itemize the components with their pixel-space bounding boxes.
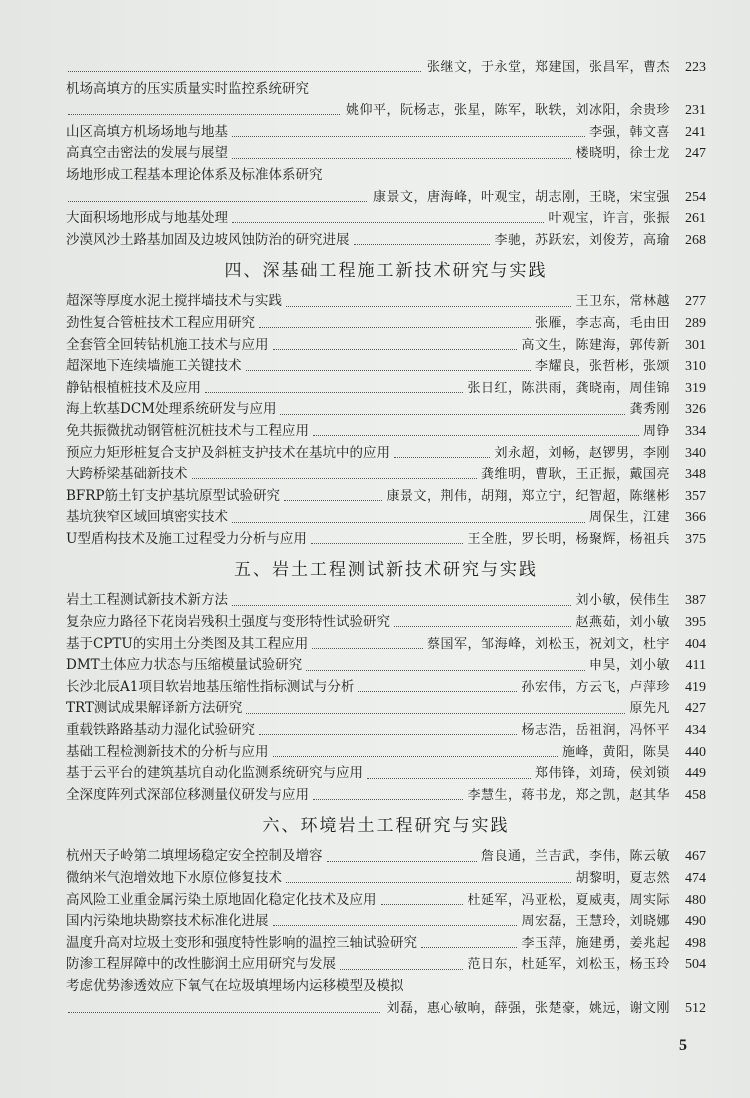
entry-authors: 原先凡 — [629, 701, 670, 717]
dot-leader — [205, 392, 463, 393]
entry-page: 467 — [685, 849, 706, 865]
entry-title: 场地形成工程基本理论体系及标准体系研究 — [66, 166, 323, 183]
entry-title: 基础工程检测新技术的分析与应用 — [66, 743, 269, 760]
entry-authors: 王卫东，常林越 — [575, 294, 670, 310]
dot-leader — [68, 71, 421, 72]
entry-title: 基于云平台的建筑基坑自动化监测系统研究与应用 — [66, 765, 363, 782]
entry-title: 山区高填方机场场地与地基 — [66, 123, 228, 140]
entry-title: 高风险工业重金属污染土原地固化稳定化技术及应用 — [66, 891, 377, 908]
toc-entry[interactable] — [66, 57, 706, 79]
toc-entry-continuation — [66, 187, 706, 209]
entry-title: 机场高填方的压实质量实时监控系统研究 — [66, 80, 309, 97]
entry-title: 免共振微扰动钢管桩沉桩技术与工程应用 — [66, 422, 309, 439]
entry-authors: 王全胜，罗长明，杨聚辉，杨祖兵 — [467, 531, 670, 547]
dot-leader — [232, 605, 571, 606]
toc-entry[interactable] — [66, 291, 706, 313]
toc-entry[interactable] — [66, 720, 706, 742]
section-heading: 四、深基础工程施工新技术研究与实践 — [224, 261, 548, 282]
toc-entry[interactable] — [66, 79, 706, 101]
entry-authors: 张日红，陈洪雨，龚晓南，周佳锦 — [467, 380, 670, 396]
entry-authors: 蔡国军，邹海峰，刘松玉，祝刘文，杜宇 — [426, 636, 670, 652]
entry-authors: 张继文，于永堂，郑建国，张昌军，曹杰 — [426, 60, 670, 75]
dot-leader — [232, 522, 585, 523]
entry-title: 重载铁路路基动力湿化试验研究 — [66, 722, 255, 739]
entry-authors: 施峰，黄阳，陈昊 — [561, 744, 670, 760]
entry-title: 国内污染地块勘察技术标准化进展 — [66, 913, 269, 930]
dot-leader — [259, 734, 517, 735]
entry-title: 长沙北辰A1项目软岩地基压缩性指标测试与分析 — [66, 678, 355, 695]
entry-page: 223 — [685, 60, 706, 75]
entry-authors: 龚维明，曹耿，王正振，戴国亮 — [480, 467, 670, 483]
dot-leader — [327, 861, 477, 862]
entry-title: 全深度阵列式深部位移测量仪研发与应用 — [66, 786, 309, 803]
toc-entry[interactable] — [66, 421, 706, 443]
toc-entry[interactable] — [66, 954, 706, 976]
dot-leader — [273, 925, 518, 926]
toc-entry[interactable] — [66, 655, 706, 677]
toc-entry[interactable] — [66, 486, 706, 508]
entry-page: 348 — [685, 467, 706, 483]
dot-leader — [312, 648, 423, 649]
entry-page: 231 — [685, 103, 706, 119]
entry-authors: 刘小敏，侯伟生 — [575, 593, 670, 609]
dot-leader — [273, 756, 558, 757]
toc-entry[interactable] — [66, 399, 706, 421]
entry-title: 海上软基DCM处理系统研发与应用 — [66, 401, 277, 418]
entry-page: 241 — [685, 124, 706, 140]
entry-authors: 孙宏伟，方云飞，卢萍珍 — [521, 679, 670, 695]
dot-leader — [354, 244, 491, 245]
entry-page: 289 — [685, 315, 706, 331]
entry-page: 247 — [685, 146, 706, 162]
entry-page: 366 — [685, 510, 706, 526]
entry-authors: 张雁，李志高，毛由田 — [534, 315, 670, 331]
toc-entry[interactable] — [66, 143, 706, 165]
entry-title: 温度升高对垃圾土变形和强度特性影响的温控三轴试验研究 — [66, 934, 417, 951]
entry-authors: 高文生，陈建海，郭传新 — [521, 337, 670, 353]
entry-page: 319 — [685, 380, 706, 396]
entry-authors: 叶观宝，许言，张振 — [548, 211, 670, 227]
dot-leader — [381, 904, 464, 905]
entry-title: 预应力矩形桩复合支护及斜桩支护技术在基坑中的应用 — [66, 444, 390, 461]
entry-title: 岩土工程测试新技术新方法 — [66, 592, 228, 609]
dot-leader — [246, 370, 531, 371]
entry-title: 高真空击密法的发展与展望 — [66, 145, 228, 162]
dot-leader — [358, 691, 517, 692]
toc-entry[interactable] — [66, 507, 706, 529]
entry-title: 基坑狭窄区域回填密实技术 — [66, 509, 228, 526]
dot-leader — [284, 500, 382, 501]
entry-authors: 楼晓明，徐士龙 — [575, 146, 670, 162]
entry-page: 512 — [685, 1000, 706, 1016]
section-heading: 六、环境岩土工程研究与实践 — [262, 816, 510, 837]
entry-page: 334 — [685, 423, 706, 439]
dot-leader — [313, 435, 639, 436]
entry-authors: 胡黎明，夏志然 — [575, 871, 670, 886]
entry-title: 全套管全回转钻机施工技术与应用 — [66, 336, 269, 353]
entry-title: 超深等厚度水泥土搅拌墙技术与实践 — [66, 293, 282, 310]
toc-entry[interactable] — [66, 335, 706, 357]
dot-leader — [367, 778, 531, 779]
toc-entry[interactable] — [66, 529, 706, 551]
entry-title: 超深地下连续墙施工关键技术 — [66, 358, 242, 375]
dot-leader — [280, 414, 625, 415]
dot-leader — [232, 222, 544, 223]
entry-authors: 郑伟锋，刘琦，侯刘锁 — [534, 766, 670, 782]
toc-entry[interactable] — [66, 634, 706, 656]
toc-entry-continuation — [66, 998, 706, 1020]
dot-leader — [232, 136, 585, 137]
entry-page: 458 — [685, 787, 706, 803]
entry-authors: 杜延军，冯亚松，夏威夷，周实际 — [467, 892, 670, 908]
entry-title: DMT土体应力状态与压缩模量试验研究 — [66, 657, 303, 674]
toc-entry[interactable] — [66, 785, 706, 807]
entry-page: 277 — [685, 294, 706, 310]
entry-page: 474 — [685, 871, 706, 886]
toc-entry[interactable] — [66, 846, 706, 868]
entry-authors: 范日东，杜延军，刘松玉，杨玉玲 — [467, 957, 670, 973]
entry-authors: 周保生，江建 — [588, 510, 670, 526]
entry-title: 考虑优势渗透效应下氧气在垃圾填埋场内运移模型及模拟 — [66, 977, 404, 994]
dot-leader — [311, 543, 464, 544]
entry-title: TRT测试成果解译新方法研究 — [66, 700, 243, 717]
entry-authors: 李强，韩文喜 — [588, 124, 670, 140]
dot-leader — [259, 327, 531, 328]
entry-title: 静钻根植桩技术及应用 — [66, 379, 201, 396]
dot-leader — [246, 713, 625, 714]
toc-entry[interactable] — [66, 208, 706, 230]
dot-leader — [273, 349, 518, 350]
entry-title: 复杂应力路径下花岗岩残积土强度与变形特性试验研究 — [66, 614, 390, 631]
entry-title: BFRP筋土钉支护基坑原型试验研究 — [66, 487, 281, 504]
entry-authors: 赵燕茹，刘小敏 — [575, 615, 670, 631]
dot-leader — [68, 114, 340, 115]
entry-authors: 康景文，唐海峰，叶观宝，胡志刚，王晓，宋宝强 — [372, 189, 670, 205]
entry-title: U型盾构技术及施工过程受力分析与应用 — [66, 530, 307, 547]
entry-page: 340 — [685, 445, 706, 461]
entry-page: 440 — [685, 744, 706, 760]
dot-leader — [394, 457, 490, 458]
toc-entry-continuation — [66, 100, 706, 122]
dot-leader — [286, 882, 571, 883]
toc-entry[interactable] — [66, 230, 706, 252]
page-number: 5 — [679, 1037, 687, 1054]
entry-page: 326 — [685, 402, 706, 418]
toc-entry[interactable] — [66, 742, 706, 764]
entry-authors: 刘磊，惠心敏晌，薛强，张楚豪，姚远，谢文刚 — [386, 1000, 670, 1016]
toc-entry[interactable] — [66, 378, 706, 400]
dot-leader — [192, 478, 477, 479]
entry-page: 301 — [685, 337, 706, 353]
entry-page: 404 — [685, 636, 706, 652]
entry-page: 490 — [685, 914, 706, 930]
toc-entry[interactable] — [66, 590, 706, 612]
toc-entry[interactable] — [66, 443, 706, 465]
dot-leader — [421, 947, 517, 948]
entry-page: 449 — [685, 766, 706, 782]
entry-authors: 李驰，苏跃宏，刘俊芳，高瑜 — [494, 232, 670, 248]
entry-title: 大面积场地形成与地基处理 — [66, 210, 228, 227]
toc-entry[interactable] — [66, 464, 706, 486]
toc-entry[interactable] — [66, 890, 706, 912]
toc-entry[interactable] — [66, 313, 706, 335]
entry-page: 504 — [685, 957, 706, 973]
entry-authors: 李耀良，张哲彬，张颂 — [534, 359, 670, 375]
entry-title: 杭州天子岭第二填埋场稳定安全控制及增容 — [66, 848, 323, 865]
entry-title: 劲性复合管桩技术工程应用研究 — [66, 314, 255, 331]
entry-page: 427 — [685, 701, 706, 717]
entry-title: 防渗工程屏障中的改性膨润土应用研究与发展 — [66, 956, 336, 973]
entry-page: 498 — [685, 935, 706, 951]
toc-entry[interactable] — [66, 122, 706, 144]
entry-authors: 李慧生，蒋书龙，郑之凯，赵其华 — [467, 787, 670, 803]
toc-entry[interactable] — [66, 677, 706, 699]
entry-page: 375 — [685, 531, 706, 547]
entry-page: 480 — [685, 892, 706, 908]
toc-entry[interactable] — [66, 911, 706, 933]
dot-leader — [313, 799, 463, 800]
dot-leader — [394, 626, 571, 627]
entry-authors: 周宏磊，王慧玲，刘晓娜 — [521, 914, 670, 930]
toc-entry[interactable] — [66, 763, 706, 785]
dot-leader — [232, 158, 571, 159]
entry-page: 387 — [685, 593, 706, 609]
toc-entry[interactable] — [66, 698, 706, 720]
entry-authors: 李玉萍，施建勇，姜兆起 — [521, 935, 670, 951]
entry-title: 沙漠风沙土路基加固及边坡风蚀防治的研究进展 — [66, 231, 350, 248]
toc-entry[interactable] — [66, 612, 706, 634]
dot-leader — [340, 969, 463, 970]
entry-title: 大跨桥梁基础新技术 — [66, 466, 188, 483]
entry-page: 434 — [685, 723, 706, 739]
entry-page: 411 — [685, 658, 706, 674]
entry-authors: 刘永超，刘畅，赵锣男，李刚 — [494, 445, 670, 461]
toc-entry[interactable] — [66, 165, 706, 187]
entry-authors: 杨志浩，岳祖润，冯怀平 — [521, 723, 670, 739]
toc-entry[interactable] — [66, 976, 706, 998]
entry-page: 254 — [685, 189, 706, 205]
entry-page: 419 — [685, 679, 706, 695]
entry-title: 基于CPTU的实用土分类图及其工程应用 — [66, 635, 309, 652]
table-of-contents — [66, 57, 706, 1019]
entry-authors: 周铮 — [642, 423, 670, 439]
entry-page: 268 — [685, 232, 706, 248]
entry-page: 395 — [685, 615, 706, 631]
entry-authors: 詹良通，兰吉武，李伟，陈云敏 — [480, 849, 670, 865]
entry-authors: 姚仰平，阮杨志，张星，陈军，耿轶，刘冰阳，余贵珍 — [345, 103, 670, 119]
dot-leader — [68, 201, 367, 202]
toc-entry[interactable] — [66, 356, 706, 378]
entry-page: 310 — [685, 359, 706, 375]
dot-leader — [306, 670, 585, 671]
entry-title: 微纳米气泡增效地下水原位修复技术 — [66, 870, 282, 886]
section-heading: 五、岩土工程测试新技术研究与实践 — [234, 560, 538, 581]
dot-leader — [68, 1012, 380, 1013]
entry-page: 261 — [685, 211, 706, 227]
entry-authors: 康景文，荆伟，胡翔，郑立宁，纪智超，陈继彬 — [386, 488, 670, 504]
entry-page: 357 — [685, 488, 706, 504]
toc-entry[interactable] — [66, 868, 706, 890]
toc-entry[interactable] — [66, 933, 706, 955]
entry-authors: 申昊，刘小敏 — [588, 658, 670, 674]
dot-leader — [286, 306, 571, 307]
entry-authors: 龚秀刚 — [629, 402, 670, 418]
